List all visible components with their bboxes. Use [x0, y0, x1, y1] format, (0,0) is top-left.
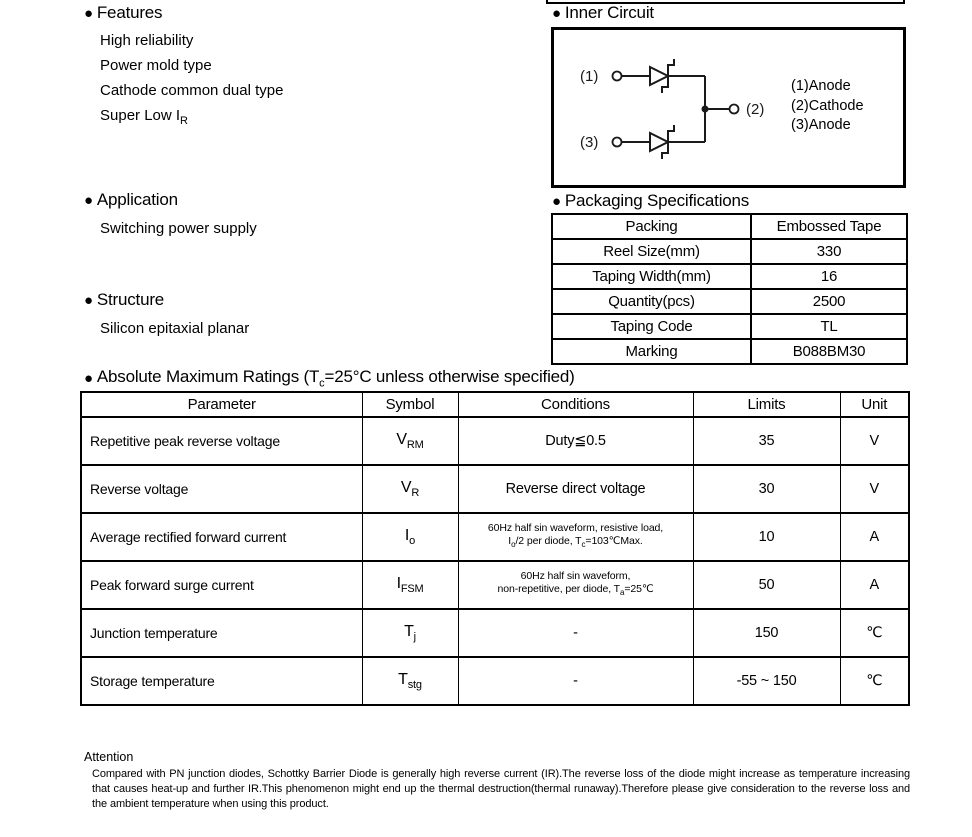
- pkg-value: B088BM30: [751, 339, 907, 364]
- amr-unit: A: [840, 513, 909, 561]
- table-row: [552, 239, 907, 264]
- application-heading: [84, 190, 178, 210]
- table-row: [81, 465, 909, 513]
- terminal-pin1-icon: [613, 72, 622, 81]
- amr-symbol: $T_j$: [362, 609, 458, 657]
- amr-limits: 50: [693, 561, 840, 609]
- amr-conditions: Duty≦0.5: [458, 417, 693, 465]
- amr-parameter: Storage temperature: [81, 657, 362, 705]
- amr-limits: 10: [693, 513, 840, 561]
- features-title: Features: [96, 3, 163, 22]
- pkg-label: Marking: [552, 339, 751, 364]
- amr-parameter: Average rectified forward current: [81, 513, 362, 561]
- packaging-title: Packaging Specifications: [564, 191, 750, 210]
- packaging-table: [551, 213, 908, 365]
- amr-symbol: $I_o$: [362, 513, 458, 561]
- structure-item: Silicon epitaxial planar: [100, 320, 250, 337]
- legend-anode3: (3)Anode: [791, 117, 851, 133]
- structure-title: Structure: [96, 290, 165, 309]
- pkg-value: Embossed Tape: [751, 214, 907, 239]
- feature-item: High reliability: [100, 32, 194, 49]
- pkg-label: Taping Width(mm): [552, 264, 751, 289]
- inner-circuit-heading: [552, 3, 654, 23]
- amr-conditions: 60Hz half sin waveform, non-repetitive, per diode, $T_a=25℃$: [458, 561, 693, 609]
- bullet-icon: ●: [84, 4, 93, 22]
- terminal-pin3-icon: [613, 138, 622, 147]
- pkg-label: Packing: [552, 214, 751, 239]
- inner-circuit-title: Inner Circuit: [564, 3, 654, 22]
- amr-symbol: $V_R$: [362, 465, 458, 513]
- amr-conditions: 60Hz half sin waveform, resistive load, $I_o/2$ per diode, $T_c=103℃Max$.: [458, 513, 693, 561]
- table-row: [552, 314, 907, 339]
- bullet-icon: ●: [84, 369, 93, 387]
- attention-heading: Attention: [84, 750, 134, 764]
- pkg-value: 16: [751, 264, 907, 289]
- table-header-row: [81, 392, 909, 417]
- pkg-label: Quantity(pcs): [552, 289, 751, 314]
- features-list: [100, 28, 283, 134]
- amr-limits: -55 ~ 150: [693, 657, 840, 705]
- terminal-pin2-icon: [730, 105, 739, 114]
- inner-circuit-box: [551, 27, 906, 188]
- col-header-limits: Limits: [693, 392, 840, 417]
- amr-limits: 30: [693, 465, 840, 513]
- amr-symbol: $T_{stg}$: [362, 657, 458, 705]
- col-header-parameter: Parameter: [81, 392, 362, 417]
- amr-heading: [84, 367, 575, 389]
- table-row: [81, 657, 909, 705]
- amr-unit: ℃: [840, 609, 909, 657]
- table-row: [552, 339, 907, 364]
- table-row: [552, 289, 907, 314]
- table-row: [552, 264, 907, 289]
- pkg-label: Taping Code: [552, 314, 751, 339]
- bullet-icon: ●: [552, 192, 561, 210]
- col-header-unit: Unit: [840, 392, 909, 417]
- pin2-label: (2): [746, 101, 765, 118]
- packaging-heading: [552, 191, 749, 211]
- amr-conditions: -: [458, 609, 693, 657]
- feature-item: Cathode common dual type: [100, 82, 284, 99]
- pkg-value: TL: [751, 314, 907, 339]
- amr-unit: A: [840, 561, 909, 609]
- amr-title: Absolute Maximum Ratings ($T_c=25^\circ C$ unless otherwise specified): [96, 367, 575, 390]
- attention-body: Compared with PN junction diodes, Schottky Barrier Diode is generally high reverse current (IR).The reverse loss of the diode might increase as temperature increasing that causes heat-up and further IR.This phenomenon might end up the thermal destruction(thermal runaway).Therefore please give consideration to the reverse loss and the ambient temperature when using this product.: [92, 768, 910, 810]
- amr-unit: V: [840, 465, 909, 513]
- application-item: Switching power supply: [100, 220, 257, 237]
- pkg-value: 2500: [751, 289, 907, 314]
- structure-heading: [84, 290, 164, 310]
- pin-legend: [791, 77, 864, 136]
- table-row: [552, 214, 907, 239]
- amr-parameter: Peak forward surge current: [81, 561, 362, 609]
- amr-conditions: Reverse direct voltage: [458, 465, 693, 513]
- amr-symbol: $V_{RM}$: [362, 417, 458, 465]
- pin1-label: (1): [580, 68, 599, 85]
- amr-symbol: $I_{FSM}$: [362, 561, 458, 609]
- table-row: [81, 417, 909, 465]
- amr-conditions: -: [458, 657, 693, 705]
- table-row: [81, 609, 909, 657]
- amr-parameter: Junction temperature: [81, 609, 362, 657]
- amr-limits: 35: [693, 417, 840, 465]
- amr-unit: ℃: [840, 657, 909, 705]
- legend-cathode: (2)Cathode: [791, 97, 864, 114]
- pkg-value: 330: [751, 239, 907, 264]
- junction-dot-icon: [702, 106, 709, 113]
- feature-item: Power mold type: [100, 57, 212, 74]
- amr-parameter: Reverse voltage: [81, 465, 362, 513]
- pin3-label: (3): [580, 134, 599, 151]
- application-title: Application: [96, 190, 178, 209]
- bullet-icon: ●: [84, 291, 93, 309]
- legend-anode1: (1)Anode: [791, 78, 851, 94]
- feature-item: Super Low $I_R$: [100, 107, 188, 127]
- amr-unit: V: [840, 417, 909, 465]
- col-header-symbol: Symbol: [362, 392, 458, 417]
- table-row: [81, 513, 909, 561]
- abs-max-ratings-table: [80, 391, 910, 706]
- features-heading: [84, 3, 162, 23]
- col-header-conditions: Conditions: [458, 392, 693, 417]
- amr-limits: 150: [693, 609, 840, 657]
- pkg-label: Reel Size(mm): [552, 239, 751, 264]
- table-row: [81, 561, 909, 609]
- amr-parameter: Repetitive peak reverse voltage: [81, 417, 362, 465]
- bullet-icon: ●: [552, 4, 561, 22]
- bullet-icon: ●: [84, 191, 93, 209]
